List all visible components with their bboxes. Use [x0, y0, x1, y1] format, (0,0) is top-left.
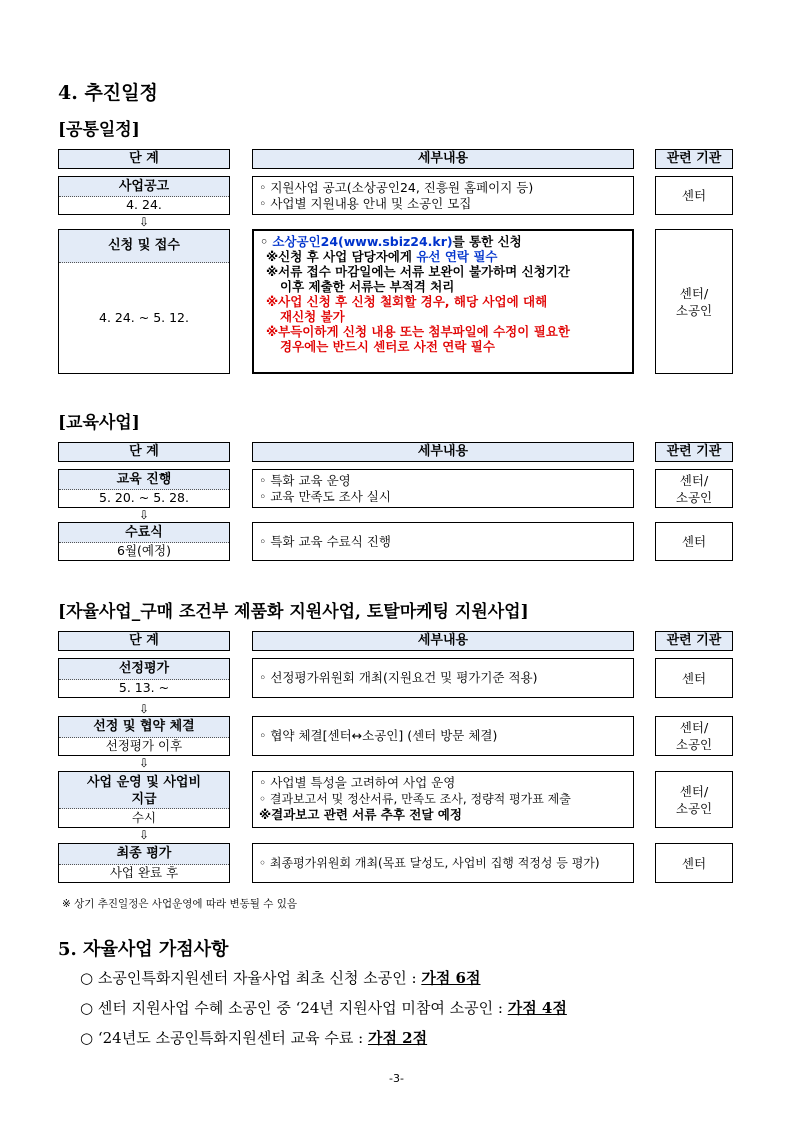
education-subtitle: [교육사업] [58, 413, 140, 433]
header-stage: 단 계 [58, 631, 230, 651]
detail-line: ◦ 사업별 특성을 고려하여 사업 운영 [259, 775, 456, 790]
detail-cell [252, 522, 634, 561]
detail-line: ◦ 특화 교육 운영 [259, 473, 351, 488]
stage-cell [58, 843, 230, 883]
detail-cell [252, 469, 634, 508]
detail-line: 이후 제출한 서류는 부적격 처리 [280, 279, 455, 294]
detail-cell [252, 771, 634, 828]
bullet: ◦ [260, 234, 273, 249]
stage-date: 6월(예정) [117, 543, 171, 558]
stage-cell [58, 176, 230, 215]
detail-line: ◦ 사업별 지원내용 안내 및 소공인 모집 [259, 196, 472, 211]
down-arrow-icon: ⇩ [138, 756, 150, 770]
stage-date: 4. 24. [126, 197, 162, 212]
agency-cell: 센터 [655, 843, 733, 883]
stage-name: 사업공고 [59, 177, 229, 197]
agency-cell: 센터/ 소공인 [655, 469, 733, 508]
page-number: -3- [389, 1072, 404, 1085]
stage-cell [58, 522, 230, 561]
stage-date: 4. 24. ~ 5. 12. [99, 310, 189, 325]
down-arrow-icon: ⇩ [138, 828, 150, 842]
header-agency: 관련 기관 [655, 631, 733, 651]
header-stage: 단 계 [58, 149, 230, 169]
down-arrow-icon: ⇩ [138, 508, 150, 522]
stage-name: 선정 및 협약 체결 [59, 717, 229, 738]
stage-cell [58, 658, 230, 698]
stage-name: 교육 진행 [59, 470, 229, 490]
agency-cell: 센터 [655, 176, 733, 215]
bonus-text: ○ 센터 지원사업 수혜 소공인 중 ‘24년 지원사업 미참여 소공인 : [80, 999, 508, 1017]
bonus-text: ○ ‘24년도 소공인특화지원센터 교육 수료 : [80, 1029, 368, 1047]
detail-cell [252, 843, 634, 883]
stage-name: 선정평가 [59, 659, 229, 680]
stage-date: 선정평가 이후 [105, 738, 183, 753]
stage-cell [58, 229, 230, 374]
stage-date: 5. 13. ~ [118, 680, 170, 695]
bonus-item [80, 997, 567, 1018]
bonus-points: 가점 6점 [421, 969, 481, 987]
header-agency: 관련 기관 [655, 149, 733, 169]
detail-highlight: 유선 연락 필수 [416, 249, 498, 264]
bonus-item [80, 967, 480, 988]
detail-line-warning: 재신청 불가 [280, 309, 345, 324]
agency-cell: 센터/ 소공인 [655, 771, 733, 828]
bonus-item [80, 1027, 427, 1048]
detail-line: ◦ 선정평가위원회 개최(지원요건 및 평가기준 적용) [259, 670, 538, 685]
common-schedule-subtitle: [공통일정] [58, 120, 140, 140]
detail-line-warning: ※부득이하게 신청 내용 또는 첨부파일에 수정이 필요한 [266, 324, 570, 339]
section-5-title: 5. 자율사업 가점사항 [58, 939, 229, 960]
down-arrow-icon: ⇩ [138, 702, 150, 716]
detail-line-bold: ※결과보고 관련 서류 추후 전달 예정 [259, 807, 462, 822]
agency-cell: 센터/ 소공인 [655, 716, 733, 756]
stage-name: 수료식 [59, 523, 229, 543]
detail-cell [252, 658, 634, 698]
header-stage: 단 계 [58, 442, 230, 462]
agency-cell: 센터 [655, 522, 733, 561]
agency-cell: 센터 [655, 658, 733, 698]
detail-line: ◦ 교육 만족도 조사 실시 [259, 489, 391, 504]
bonus-points: 가점 2점 [367, 1029, 428, 1047]
detail-line: ◦ 특화 교육 수료식 진행 [259, 533, 391, 549]
stage-date: 사업 완료 후 [109, 865, 179, 880]
section-4-title: 4. 추진일정 [58, 82, 158, 104]
detail-cell [252, 176, 634, 215]
detail-text: 를 통한 신청 [452, 234, 522, 249]
detail-line: ◦ 최종평가위원회 개최(목표 달성도, 사업비 집행 적정성 등 평가) [259, 856, 600, 870]
stage-cell [58, 716, 230, 756]
stage-name: 최종 평가 [59, 844, 229, 865]
stage-date: 5. 20. ~ 5. 28. [99, 490, 189, 505]
agency-cell: 센터/ 소공인 [655, 229, 733, 374]
bonus-points: 가점 4점 [507, 999, 567, 1017]
detail-line-warning: 경우에는 반드시 센터로 사전 연락 필수 [280, 339, 495, 354]
bonus-text: ○ 소공인특화지원센터 자율사업 최초 신청 소공인 : [80, 969, 422, 987]
sbiz24-link[interactable]: 소상공인24(www.sbiz24.kr) [272, 234, 453, 249]
detail-line-warning: ※사업 신청 후 신청 철회할 경우, 해당 사업에 대해 [266, 294, 548, 309]
detail-line: ◦ 협약 체결[센터↔소공인] (센터 방문 체결) [259, 728, 498, 743]
stage-name: 신청 및 접수 [59, 230, 229, 263]
schedule-note: ※ 상기 추진일정은 사업운영에 따라 변동될 수 있음 [62, 898, 298, 910]
detail-line: ◦ 지원사업 공고(소상공인24, 진흥원 홈페이지 등) [259, 180, 534, 195]
header-detail: 세부내용 [252, 149, 634, 169]
stage-cell [58, 771, 230, 828]
header-agency: 관련 기관 [655, 442, 733, 462]
header-detail: 세부내용 [252, 442, 634, 462]
autonomous-subtitle: [자율사업_구매 조건부 제품화 지원사업, 토탈마케팅 지원사업] [58, 602, 529, 622]
detail-cell [252, 716, 634, 756]
detail-line: ◦ 결과보고서 및 정산서류, 만족도 조사, 정량적 평가표 제출 [259, 792, 571, 806]
stage-cell [58, 469, 230, 508]
detail-text: ※신청 후 사업 담당자에게 [266, 249, 417, 264]
header-detail: 세부내용 [252, 631, 634, 651]
down-arrow-icon: ⇩ [138, 215, 150, 229]
application-detail-cell [252, 229, 634, 374]
detail-line: ※서류 접수 마감일에는 서류 보완이 불가하며 신청기간 [266, 264, 570, 279]
stage-date: 수시 [131, 810, 157, 825]
stage-name: 사업 운영 및 사업비 지급 [59, 772, 229, 809]
